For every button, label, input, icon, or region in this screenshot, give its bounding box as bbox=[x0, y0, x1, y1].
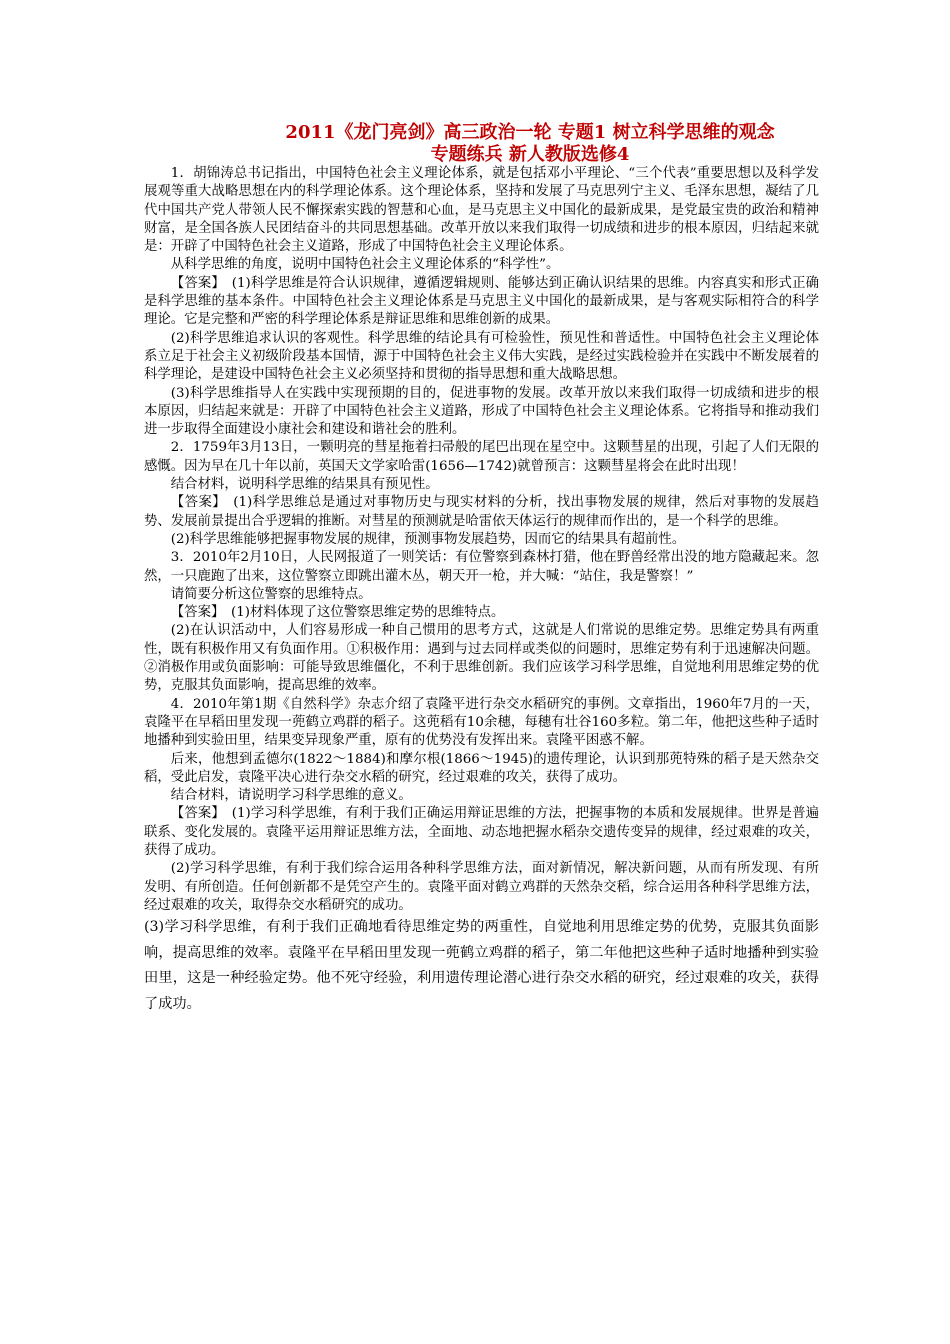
paragraph: 1．胡锦涛总书记指出，中国特色社会主义理论体系，就是包括邓小平理论、“三个代表”重要思想以及科学发展观等重大战略思想在内的科学理论体系。这个理论体系，坚持和发展了马克思列宁主义、毛泽东思想，凝结了几代中国共产党人带领人民不懈探索实践的智慧和心血，是马克思主义中国化的最新成果，是党最宝贵的政治和精神财富，是全国各族人民团结奋斗的共同思想基础。改革开放以来我们取得一切成绩和进步的根本原因，归结起来就是：开辟了中国特色社会主义道路，形成了中国特色社会主义理论体系。 bbox=[144, 166, 819, 255]
answer-paragraph: (2)科学思维能够把握事物发展的规律，预测事物发展趋势，因而它的结果具有超前性。 bbox=[170, 531, 686, 547]
answer-paragraph: (2)科学思维追求认识的客观性。科学思维的结论具有可检验性，预见性和普适性。中国特色社会主义理论体系立足于社会主义初级阶段基本国情，源于中国特色社会主义伟大实践，是经过实践检验并在实践中不断发展着的科学理论，是建设中国特色社会主义必须坚持和贯彻的指导思想和重大战略思想。 bbox=[144, 330, 819, 383]
answer-paragraph: (2)学习科学思维，有利于我们综合运用各种科学思维方法，面对新情况，解决新问题，从而有所发现、有所发明、有所创造。任何创新都不是凭空产生的。袁隆平面对鹤立鸡群的天然杂交稻，综合运用各种科学思维方法，经过艰难的攻关，取得杂交水稻研究的成功。 bbox=[144, 861, 819, 913]
paragraph: 结合材料，请说明学习科学思维的意义。 bbox=[170, 788, 412, 804]
answer-paragraph: 【答案】 (1)材料体现了这位警察思维定势的思维特点。 bbox=[170, 605, 505, 621]
answer-paragraph: (2)在认识活动中，人们容易形成一种自己惯用的思考方式，这就是人们常说的思维定势。思维定势具有两重性，既有积极作用又有负面作用。①积极作用：遇到与过去同样或类似的问题时，思维定势有利于迅速解决问题。②消极作用或负面影响：可能导致思维僵化，不利于思维创新。我们应该学习科学思维，自觉地利用思维定势的优势，克服其负面影响，提高思维的效率。 bbox=[144, 623, 819, 694]
answer-paragraph: 【答案】 (1)科学思维是符合认识规律，遵循逻辑规则、能够达到正确认识结果的思维。内容真实和形式正确是科学思维的基本条件。中国特色社会主义理论体系是马克思主义中国化的最新成果，是与客观实际相符合的科学理论。它是完整和严密的科学理论体系是辩证思维和思维创新的成果。 bbox=[144, 275, 819, 328]
paragraph: 4．2010年第1期《自然科学》杂志介绍了袁隆平进行杂交水稻研究的事例。文章指出，1960年7月的一天，袁隆平在早稻田里发现一蔸鹤立鸡群的稻子。这蔸稻有10余穗，每穗有壮谷160多粒。第二年，他把这些种子适时地播种到实验田里，结果变异现象严重，原有的优势没有发挥出来。袁隆平困惑不解。 bbox=[144, 696, 819, 749]
answer-paragraph: 【答案】 (1)科学思维总是通过对事物历史与现实材料的分析，找出事物发展的规律，然后对事物的发展趋势、发展前景提出合乎逻辑的推断。对彗星的预测就是哈雷依天体运行的规律而作出的，是一个科学的思维。 bbox=[144, 495, 819, 529]
answer-paragraph: 【答案】 (1)学习科学思维，有利于我们正确运用辩证思维的方法，把握事物的本质和发展规律。世界是普遍联系、变化发展的。袁隆平运用辩证思维方法，全面地、动态地把握水稻杂交遗传变异的规律，经过艰难的攻关，获得了成功。 bbox=[144, 806, 819, 858]
document-title-line-2: 专题练兵 新人教版选修4 bbox=[430, 144, 630, 165]
answer-paragraph: (3)科学思维指导人在实践中实现预期的目的，促进事物的发展。改革开放以来我们取得一切成绩和进步的根本原因，归结起来就是：开辟了中国特色社会主义道路，形成了中国特色社会主义理论体系。它将指导和推动我们进一步取得全面建设小康社会和建设和谐社会的胜利。 bbox=[144, 385, 819, 438]
answer-paragraph-tail: (3)学习科学思维，有利于我们正确地看待思维定势的两重性，自觉地利用思维定势的优势，克服其负面影响，提高思维的效率。袁隆平在早稻田里发现一蔸鹤立鸡群的稻子，第二年他把这些种子适时地播种到实验田里，这是一种经验定势。他不死守经验，利用遗传理论潜心进行杂交水稻的研究，经过艰难的攻关，获得了成功。 bbox=[144, 919, 819, 1012]
paragraph: 2．1759年3月13日，一颗明亮的彗星拖着扫帚般的尾巴出现在星空中。这颗彗星的出现，引起了人们无限的感慨。因为早在几十年以前，英国天文学家哈雷(1656—1742)就曾预言：这颗彗星将会在此时出现！ bbox=[144, 440, 819, 474]
paragraph: 结合材料，说明科学思维的结果具有预见性。 bbox=[170, 477, 439, 493]
document-title-line-1: 2011《龙门亮剑》高三政治一轮 专题1 树立科学思维的观念 bbox=[285, 122, 775, 143]
paragraph: 3．2010年2月10日，人民网报道了一则笑话：有位警察到森林打猎，他在野兽经常出没的地方隐藏起来。忽然，一只鹿跑了出来，这位警察立即跳出灌木丛，朝天开一枪，并大喊：“站住，我是警察！” bbox=[144, 550, 819, 584]
paragraph: 请简要分析这位警察的思维特点。 bbox=[170, 586, 372, 602]
document-body bbox=[144, 165, 819, 1018]
paragraph: 从科学思维的角度，说明中国特色社会主义理论体系的“科学性”。 bbox=[170, 257, 560, 273]
paragraph: 后来，他想到孟德尔(1822～1884)和摩尔根(1866～1945)的遗传理论，认识到那蔸特殊的稻子是天然杂交稻，受此启发，袁隆平决心进行杂交水稻的研究，经过艰难的攻关，获得了成功。 bbox=[144, 751, 819, 785]
